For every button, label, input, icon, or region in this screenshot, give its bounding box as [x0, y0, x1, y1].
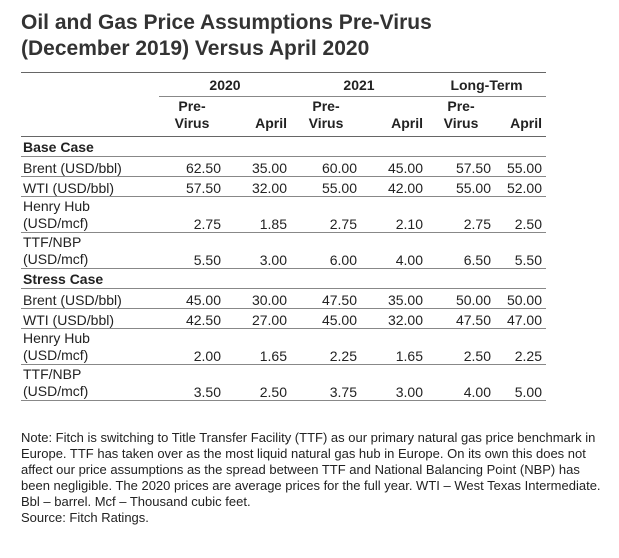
- row-label: WTI (USD/bbl): [21, 309, 159, 329]
- table-row: [21, 233, 546, 269]
- section-label: Stress Case: [23, 270, 104, 287]
- cell-value: 2.75: [291, 197, 361, 233]
- cell-value: 6.50: [427, 233, 495, 269]
- cell-value: 50.00: [495, 289, 546, 309]
- cell-value: 55.00: [495, 157, 546, 177]
- section-row-base-case: [21, 137, 546, 157]
- cell-value: 3.00: [225, 233, 291, 269]
- table-body: [21, 137, 546, 401]
- row-label: WTI (USD/bbl): [21, 177, 159, 197]
- table-row: [21, 289, 546, 309]
- cell-value: 2.50: [427, 329, 495, 365]
- row-label: TTF/NBP (USD/mcf): [21, 365, 159, 401]
- sub-header-april-long-term: April: [510, 115, 542, 131]
- cell-value: 1.65: [361, 329, 427, 365]
- cell-value: 2.00: [159, 329, 225, 365]
- sub-header-pre-virus-2020: Pre- Virus: [174, 98, 210, 131]
- cell-value: 2.25: [291, 329, 361, 365]
- cell-value: 55.00: [427, 177, 495, 197]
- table-row: [21, 365, 546, 401]
- cell-value: 4.00: [427, 365, 495, 401]
- cell-value: 6.00: [291, 233, 361, 269]
- group-header-2020: 2020: [159, 73, 291, 97]
- cell-value: 52.00: [495, 177, 546, 197]
- cell-value: 5.50: [495, 233, 546, 269]
- header-blank: [21, 73, 159, 97]
- cell-value: 1.85: [225, 197, 291, 233]
- cell-value: 62.50: [159, 157, 225, 177]
- cell-value: 1.65: [225, 329, 291, 365]
- cell-value: 3.75: [291, 365, 361, 401]
- title-line-1: Oil and Gas Price Assumptions Pre-Virus: [21, 11, 432, 34]
- cell-value: 35.00: [361, 289, 427, 309]
- sub-header-row: [21, 97, 546, 137]
- row-label: TTF/NBP (USD/mcf): [21, 233, 159, 269]
- cell-value: 32.00: [361, 309, 427, 329]
- sub-header-april-2020: April: [255, 115, 287, 131]
- group-header-long-term: Long-Term: [427, 73, 546, 97]
- cell-value: 3.50: [159, 365, 225, 401]
- cell-value: 47.00: [495, 309, 546, 329]
- cell-value: 5.00: [495, 365, 546, 401]
- sub-header-pre-virus-2021: Pre- Virus: [308, 98, 344, 131]
- cell-value: 2.25: [495, 329, 546, 365]
- group-header-2021: 2021: [291, 73, 427, 97]
- sub-header-blank: [21, 97, 159, 137]
- abbreviations-text: Bbl – barrel. Mcf – Thousand cubic feet.: [21, 494, 251, 509]
- cell-value: 30.00: [225, 289, 291, 309]
- table-title: [21, 10, 601, 62]
- cell-value: 27.00: [225, 309, 291, 329]
- price-assumptions-table: [21, 72, 546, 401]
- cell-value: 45.00: [291, 309, 361, 329]
- section-row-stress-case: [21, 269, 546, 289]
- cell-value: 4.00: [361, 233, 427, 269]
- group-header-row: [21, 73, 546, 97]
- cell-value: 45.00: [159, 289, 225, 309]
- cell-value: 2.75: [159, 197, 225, 233]
- cell-value: 32.00: [225, 177, 291, 197]
- table-notes: [21, 430, 601, 526]
- source-text: Source: Fitch Ratings.: [21, 510, 149, 525]
- table-row: [21, 177, 546, 197]
- table-row: [21, 197, 546, 233]
- cell-value: 2.50: [495, 197, 546, 233]
- cell-value: 35.00: [225, 157, 291, 177]
- row-label: Henry Hub (USD/mcf): [21, 329, 159, 365]
- cell-value: 42.00: [361, 177, 427, 197]
- sub-header-pre-virus-long-term: Pre- Virus: [443, 98, 479, 131]
- table-row: [21, 309, 546, 329]
- cell-value: 42.50: [159, 309, 225, 329]
- cell-value: 2.10: [361, 197, 427, 233]
- row-label: Brent (USD/bbl): [21, 157, 159, 177]
- cell-value: 60.00: [291, 157, 361, 177]
- cell-value: 55.00: [291, 177, 361, 197]
- row-label: Brent (USD/bbl): [21, 289, 159, 309]
- cell-value: 2.50: [225, 365, 291, 401]
- cell-value: 50.00: [427, 289, 495, 309]
- title-line-2: (December 2019) Versus April 2020: [21, 37, 370, 60]
- cell-value: 47.50: [291, 289, 361, 309]
- cell-value: 2.75: [427, 197, 495, 233]
- cell-value: 57.50: [427, 157, 495, 177]
- cell-value: 3.00: [361, 365, 427, 401]
- cell-value: 5.50: [159, 233, 225, 269]
- cell-value: 45.00: [361, 157, 427, 177]
- section-label: Base Case: [23, 138, 94, 155]
- cell-value: 57.50: [159, 177, 225, 197]
- row-label: Henry Hub (USD/mcf): [21, 197, 159, 233]
- note-text: Note: Fitch is switching to Title Transfer Facility (TTF) as our primary natural gas price benchmark in Europe. TTF has taken over as the most liquid natural gas hub in Europe. On its own this does not affect our price assumptions as the spread between TTF and National Balancing Point (NBP) has been negligible. The 2020 prices are average prices for the full year. WTI – West Texas Intermediate.: [21, 430, 601, 493]
- sub-header-april-2021: April: [391, 115, 423, 131]
- cell-value: 47.50: [427, 309, 495, 329]
- table-row: [21, 157, 546, 177]
- table-row: [21, 329, 546, 365]
